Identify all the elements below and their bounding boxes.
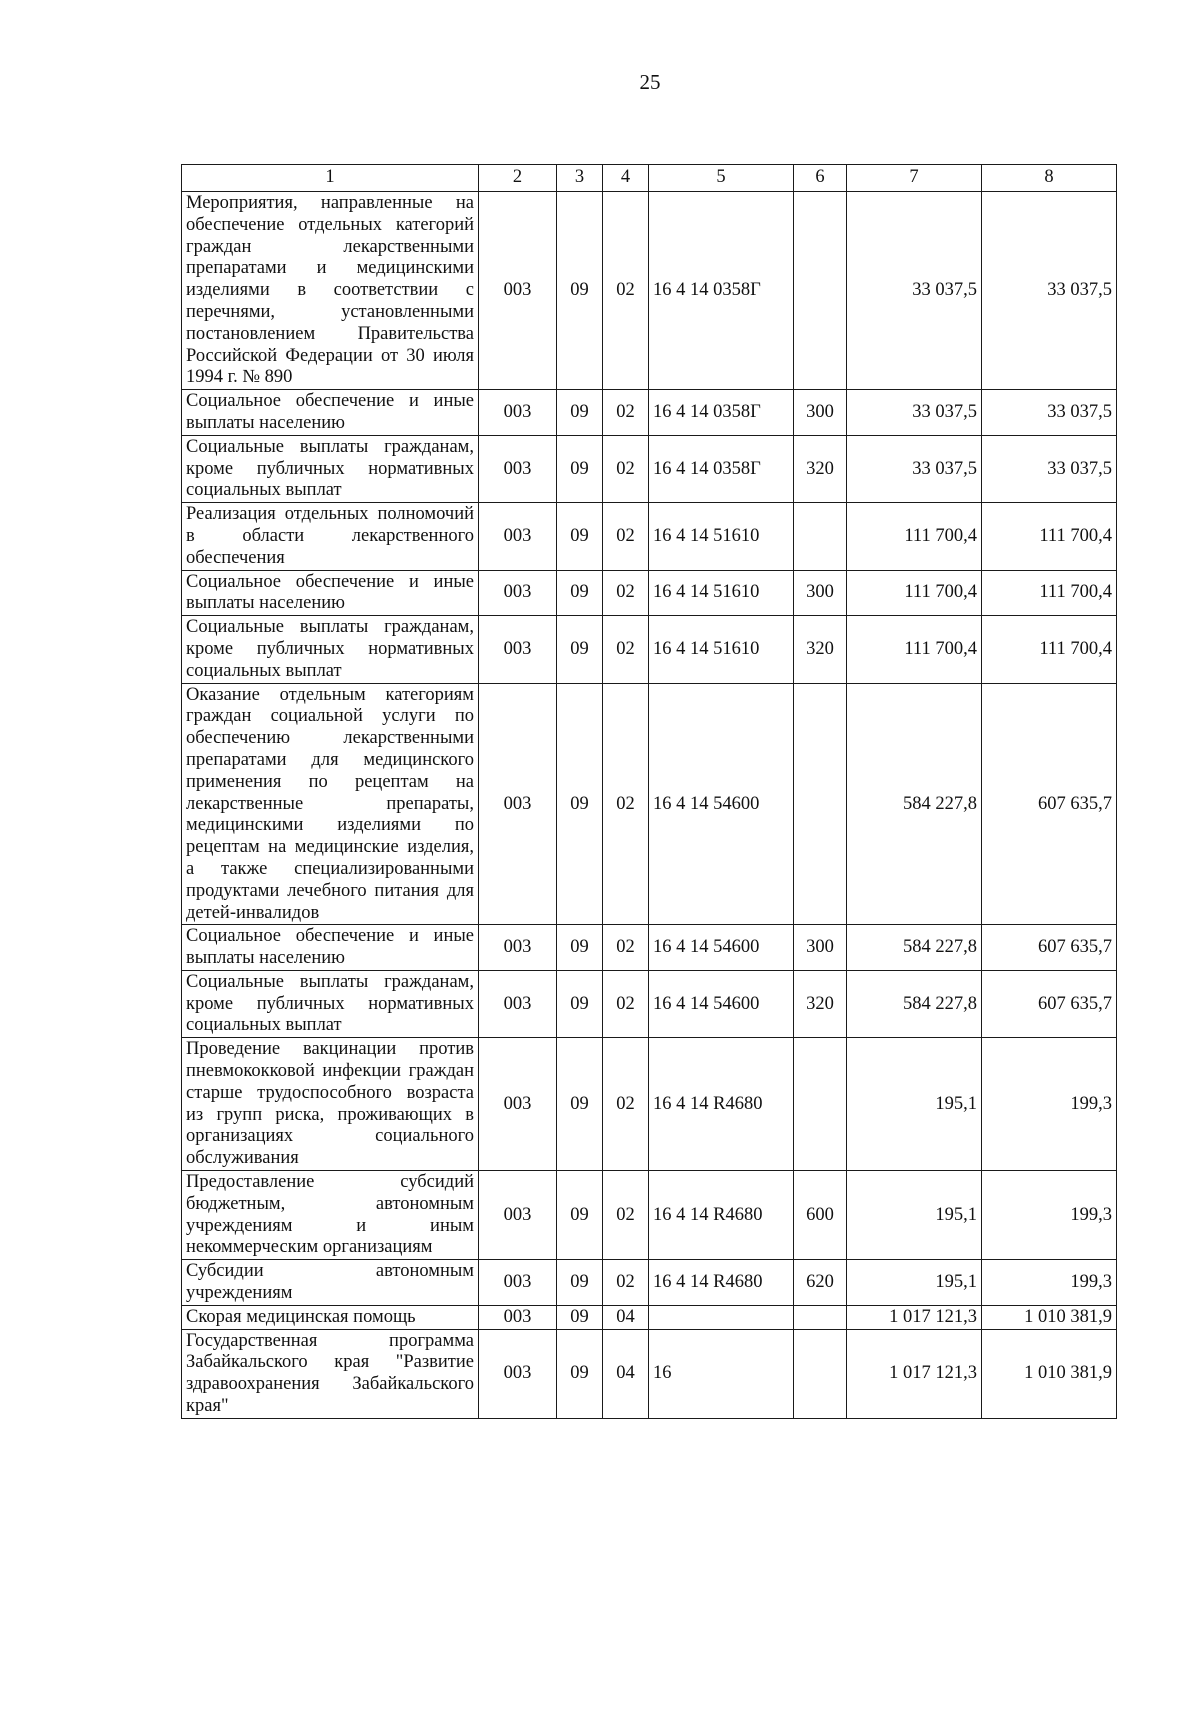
amount-col7-cell: 584 227,8 [847,683,982,925]
amount-col7-cell: 111 700,4 [847,616,982,683]
amount-col7-cell: 1 017 121,3 [847,1329,982,1418]
expense-type-cell: 320 [794,435,847,502]
header-cell: 8 [982,165,1117,192]
table-row [182,1038,1117,1171]
expense-type-cell: 300 [794,925,847,971]
table-row [182,683,1117,925]
expense-type-cell: 600 [794,1171,847,1260]
row-name-cell: Реализация отдельных полномочий в области лекарственного обеспечения [182,503,479,570]
expense-type-cell [794,1329,847,1418]
header-cell: 5 [649,165,794,192]
amount-col8-cell: 111 700,4 [982,570,1117,616]
subsection-cell: 04 [603,1329,649,1418]
admin-code-cell: 003 [479,1171,557,1260]
admin-code-cell: 003 [479,925,557,971]
header-cell: 7 [847,165,982,192]
section-cell: 09 [557,435,603,502]
expense-type-cell: 300 [794,570,847,616]
amount-col8-cell: 111 700,4 [982,616,1117,683]
row-name-cell: Проведение вакцинации против пневмококковой инфекции граждан старше трудоспособного возраста из групп риска, проживающих в организациях социального обслуживания [182,1038,479,1171]
table-row [182,1329,1117,1418]
target-article-cell: 16 4 14 R4680 [649,1038,794,1171]
amount-col7-cell: 111 700,4 [847,503,982,570]
admin-code-cell: 003 [479,435,557,502]
amount-col7-cell: 1 017 121,3 [847,1305,982,1329]
table-row [182,503,1117,570]
amount-col7-cell: 33 037,5 [847,192,982,390]
table-row [182,925,1117,971]
expense-type-cell [794,1038,847,1171]
target-article-cell: 16 4 14 0358Г [649,390,794,436]
subsection-cell: 02 [603,1171,649,1260]
row-name-cell: Мероприятия, направленные на обеспечение отдельных категорий граждан лекарственными препаратами и медицинскими изделиями в соответствии с перечнями, установленными постановлением Правительства Российской Федерации от 30 июля 1994 г. № 890 [182,192,479,390]
budget-table [181,164,1117,1419]
admin-code-cell: 003 [479,1329,557,1418]
table-row [182,1260,1117,1306]
table-row [182,390,1117,436]
admin-code-cell: 003 [479,683,557,925]
target-article-cell: 16 4 14 51610 [649,503,794,570]
row-name-cell: Социальное обеспечение и иные выплаты населению [182,390,479,436]
amount-col8-cell: 607 635,7 [982,683,1117,925]
section-cell: 09 [557,1329,603,1418]
section-cell: 09 [557,570,603,616]
section-cell: 09 [557,390,603,436]
subsection-cell: 02 [603,1260,649,1306]
expense-type-cell [794,503,847,570]
admin-code-cell: 003 [479,1038,557,1171]
row-name-cell: Социальные выплаты гражданам, кроме публичных нормативных социальных выплат [182,616,479,683]
header-cell: 3 [557,165,603,192]
row-name-cell: Оказание отдельным категориям граждан социальной услуги по обеспечению лекарственными препаратами для медицинского применения по рецептам на лекарственные препараты, медицинскими изделиями по рецептам на медицинские изделия, а также специализированными продуктами лечебного питания для детей-инвалидов [182,683,479,925]
amount-col7-cell: 195,1 [847,1171,982,1260]
expense-type-cell: 320 [794,616,847,683]
table-row [182,435,1117,502]
subsection-cell: 02 [603,1038,649,1171]
expense-type-cell: 300 [794,390,847,436]
row-name-cell: Предоставление субсидий бюджетным, автономным учреждениям и иным некоммерческим организациям [182,1171,479,1260]
section-cell: 09 [557,970,603,1037]
section-cell: 09 [557,925,603,971]
admin-code-cell: 003 [479,390,557,436]
expense-type-cell [794,683,847,925]
table-row [182,192,1117,390]
subsection-cell: 02 [603,435,649,502]
header-cell: 2 [479,165,557,192]
table-row [182,1171,1117,1260]
amount-col8-cell: 199,3 [982,1260,1117,1306]
subsection-cell: 02 [603,570,649,616]
section-cell: 09 [557,683,603,925]
amount-col8-cell: 33 037,5 [982,390,1117,436]
amount-col7-cell: 33 037,5 [847,390,982,436]
row-name-cell: Государственная программа Забайкальского края "Развитие здравоохранения Забайкальского края" [182,1329,479,1418]
amount-col7-cell: 195,1 [847,1260,982,1306]
target-article-cell: 16 4 14 R4680 [649,1171,794,1260]
target-article-cell: 16 4 14 R4680 [649,1260,794,1306]
page-number: 25 [639,70,661,94]
amount-col8-cell: 199,3 [982,1038,1117,1171]
admin-code-cell: 003 [479,1305,557,1329]
expense-type-cell [794,192,847,390]
amount-col8-cell: 1 010 381,9 [982,1305,1117,1329]
table-row [182,970,1117,1037]
target-article-cell: 16 4 14 54600 [649,925,794,971]
row-name-cell: Социальные выплаты гражданам, кроме публичных нормативных социальных выплат [182,435,479,502]
amount-col8-cell: 607 635,7 [982,970,1117,1037]
expense-type-cell: 620 [794,1260,847,1306]
section-cell: 09 [557,616,603,683]
subsection-cell: 02 [603,683,649,925]
table-row [182,616,1117,683]
target-article-cell: 16 4 14 54600 [649,970,794,1037]
expense-type-cell [794,1305,847,1329]
subsection-cell: 02 [603,192,649,390]
section-cell: 09 [557,1305,603,1329]
target-article-cell: 16 4 14 51610 [649,616,794,683]
subsection-cell: 02 [603,925,649,971]
section-cell: 09 [557,1038,603,1171]
table-header-row [182,165,1117,192]
row-name-cell: Социальные выплаты гражданам, кроме публичных нормативных социальных выплат [182,970,479,1037]
subsection-cell: 02 [603,503,649,570]
amount-col7-cell: 195,1 [847,1038,982,1171]
target-article-cell: 16 4 14 51610 [649,570,794,616]
amount-col7-cell: 584 227,8 [847,970,982,1037]
amount-col7-cell: 33 037,5 [847,435,982,502]
target-article-cell: 16 4 14 0358Г [649,435,794,502]
amount-col8-cell: 607 635,7 [982,925,1117,971]
header-cell: 6 [794,165,847,192]
table-row [182,1305,1117,1329]
admin-code-cell: 003 [479,570,557,616]
amount-col8-cell: 33 037,5 [982,435,1117,502]
row-name-cell: Социальное обеспечение и иные выплаты населению [182,925,479,971]
section-cell: 09 [557,1171,603,1260]
admin-code-cell: 003 [479,1260,557,1306]
row-name-cell: Субсидии автономным учреждениям [182,1260,479,1306]
admin-code-cell: 003 [479,192,557,390]
subsection-cell: 02 [603,616,649,683]
section-cell: 09 [557,1260,603,1306]
section-cell: 09 [557,192,603,390]
subsection-cell: 02 [603,970,649,1037]
amount-col8-cell: 1 010 381,9 [982,1329,1117,1418]
row-name-cell: Скорая медицинская помощь [182,1305,479,1329]
target-article-cell [649,1305,794,1329]
amount-col8-cell: 199,3 [982,1171,1117,1260]
row-name-cell: Социальное обеспечение и иные выплаты населению [182,570,479,616]
target-article-cell: 16 4 14 0358Г [649,192,794,390]
header-cell: 1 [182,165,479,192]
header-cell: 4 [603,165,649,192]
target-article-cell: 16 [649,1329,794,1418]
admin-code-cell: 003 [479,503,557,570]
admin-code-cell: 003 [479,616,557,683]
amount-col8-cell: 33 037,5 [982,192,1117,390]
admin-code-cell: 003 [479,970,557,1037]
amount-col7-cell: 111 700,4 [847,570,982,616]
amount-col7-cell: 584 227,8 [847,925,982,971]
table-row [182,570,1117,616]
amount-col8-cell: 111 700,4 [982,503,1117,570]
target-article-cell: 16 4 14 54600 [649,683,794,925]
subsection-cell: 02 [603,390,649,436]
expense-type-cell: 320 [794,970,847,1037]
section-cell: 09 [557,503,603,570]
subsection-cell: 04 [603,1305,649,1329]
